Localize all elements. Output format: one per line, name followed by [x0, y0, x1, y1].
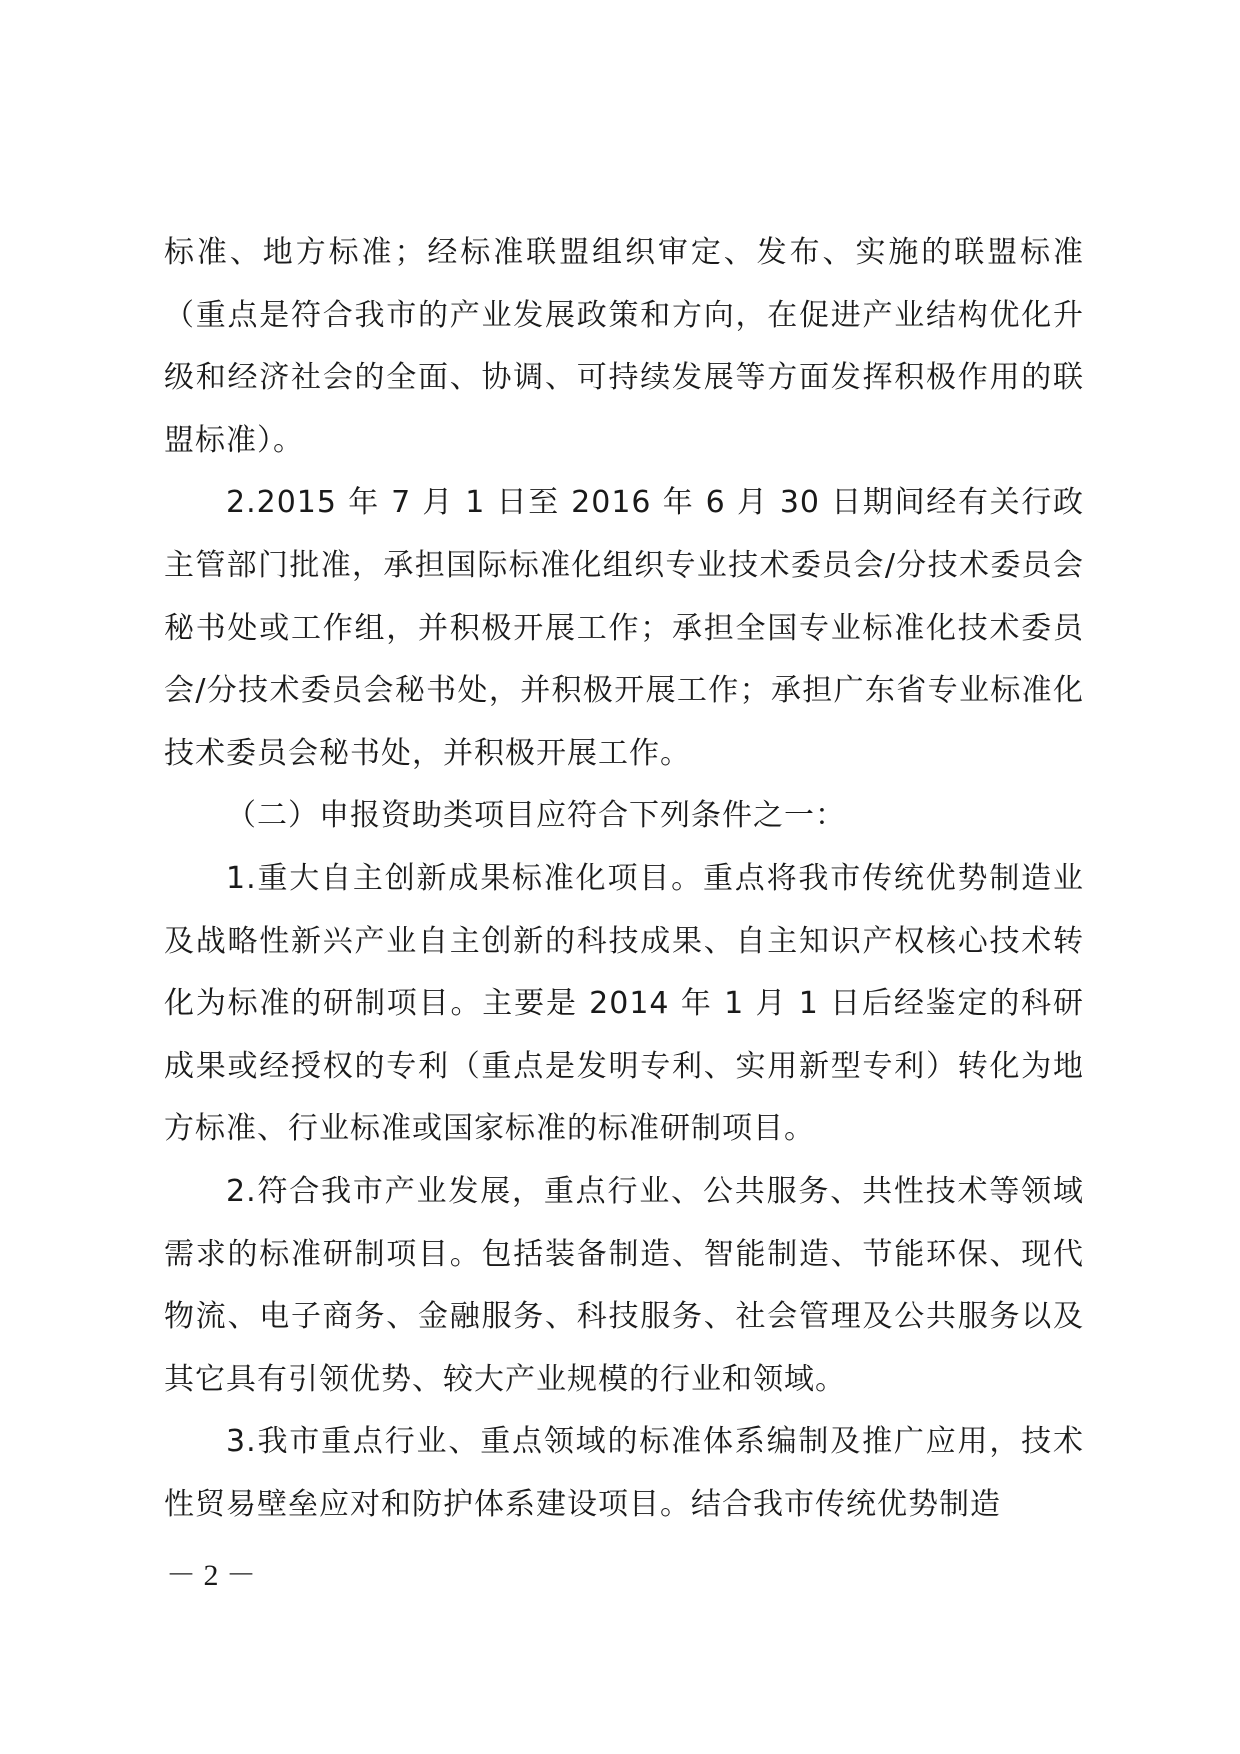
section-heading-funding-conditions: （二）申报资助类项目应符合下列条件之一： [226, 798, 846, 834]
document-body [164, 222, 1084, 1536]
paragraph-item-2-secretariat: 2.2015 年 7 月 1 日至 2016 年 6 月 30 日期间经有关行政主管部门批准，承担国际标准化组织专业技术委员会/分技术委员会秘书处或工作组，并积极开展工作；承担全国专业标准化技术委员会/分技术委员会秘书处，并积极开展工作；承担广东省专业标准化技术委员会秘书处，并积极开展工作。 [164, 485, 1084, 771]
paragraph-item-2-industry: 2.符合我市产业发展，重点行业、公共服务、共性技术等领域需求的标准研制项目。包括装备制造、智能制造、节能环保、现代物流、电子商务、金融服务、科技服务、社会管理及公共服务以及其它具有引领优势、较大产业规模的行业和领域。 [164, 1173, 1084, 1397]
page-number: － 2 － [166, 1559, 256, 1592]
paragraph-item-1-innovation: 1.重大自主创新成果标准化项目。重点将我市传统优势制造业及战略性新兴产业自主创新的科技成果、自主知识产权核心技术转化为标准的研制项目。主要是 2014 年 1 月 1 日后经鉴定的科研成果或经授权的专利（重点是发明专利、实用新型专利）转化为地方标准、行业标准或国家标准的标准研制项目。 [164, 860, 1084, 1147]
paragraph-item-3-standard-system: 3.我市重点行业、重点领域的标准体系编制及推广应用，技术性贸易壁垒应对和防护体系建设项目。结合我市传统优势制造 [164, 1424, 1084, 1522]
paragraph-standards-continued: 标准、地方标准；经标准联盟组织审定、发布、实施的联盟标准（重点是符合我市的产业发展政策和方向，在促进产业结构优化升级和经济社会的全面、协调、可持续发展等方面发挥积极作用的联盟标准）。 [164, 235, 1084, 458]
